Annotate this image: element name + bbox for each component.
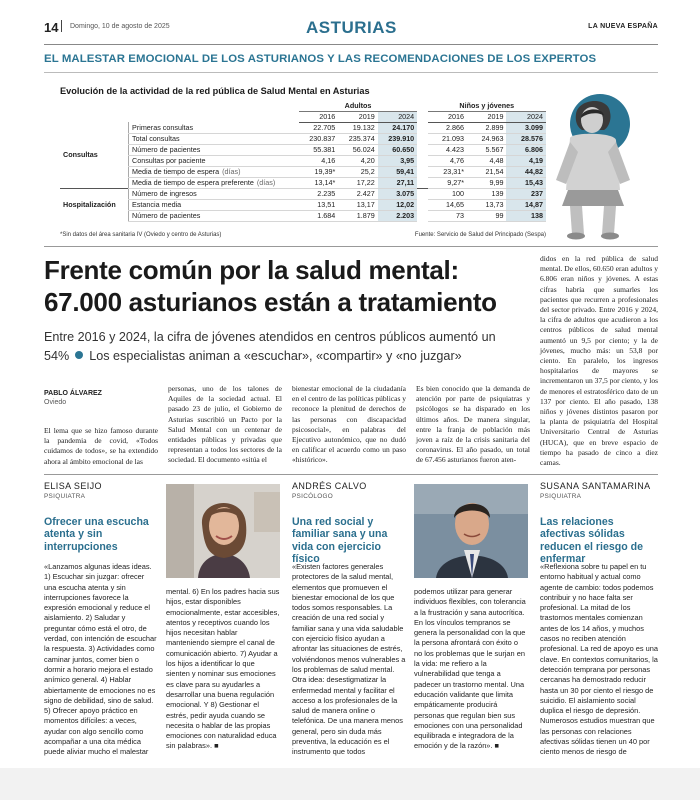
expert-body-continued: podemos utilizar para generar individuos flexibles, con tolerancia a la frustración y sana autocrítica. En los vínculos tempranos se genera la personalidad con la que la persona afrontará con éxito o no los problemas que le surjan en la vida: me refiero a la vulnerabilidad que tenga a padecer un trastorno mental. Una educación validante que limita empáticamente producirá personas que regulan bien sus emociones con una personalidad equilibrada e integradora de la emoción y de la razón». ■: [414, 587, 526, 751]
row-label: [129, 155, 299, 166]
table-rule: [44, 246, 658, 247]
group-youth: Niños y jóvenes: [428, 100, 546, 111]
table-cell: 4,20: [338, 155, 377, 166]
table-cell: 6.806: [506, 144, 546, 155]
table-group-header: [60, 100, 546, 111]
row-label-text: Media de tiempo de espera preferente: [132, 178, 254, 187]
table-cell: 27,11: [378, 177, 417, 188]
expert-body: «Lanzamos algunas ideas ideas. 1) Escuchar sin juzgar: ofrecer una escucha atenta y sin interrupciones favorece la expresión emocional y reduce el aislamiento. 2) Saludar y preguntar cómo está el otro, de verdad, con intención de escuchar la respuesta. 3) Actividades como caminar juntos, comer bien o dormir a horario mejora el estado anímico general. 4) Hablar abiertamente de emociones no es signo de debilidad, sino de salud. 5) Ofrecer apoyo práctico en momentos difíciles: a veces, ayudar con algo sencillo como acompañar a una cita médica puede aliviar mucho el malestar: [44, 562, 157, 757]
table-source: Fuente: Servicio de Salud del Principado (Sespa): [414, 232, 546, 238]
table-cell: 13,17: [338, 199, 377, 210]
table-cell: 237: [506, 188, 546, 199]
table-cell: 3,95: [378, 155, 417, 166]
row-label-text: Primeras consultas: [132, 122, 194, 132]
row-label-text: Número de pacientes: [132, 145, 201, 154]
table-row: [60, 199, 546, 210]
table-cell: 13,73: [467, 199, 506, 210]
table-cell: 2.866: [428, 122, 467, 133]
table-cell: 239.910: [378, 133, 417, 144]
row-unit: (días): [222, 167, 241, 176]
article-author: PABLO ÁLVAREZ: [44, 390, 102, 397]
row-label: [129, 133, 299, 144]
deck-part-1: Entre 2016 y 2024, la cifra de jóvenes atendidos en centros públicos aumentó un 54%: [44, 330, 496, 363]
article-column-4: Es bien conocido que la demanda de atención por parte de psiquiatras y psicólogos se ha disparado en los últimos años. De manera singular, entre la franja de población más joven a raíz de la crisis sanitaria del coronavirus. El año pasado, un total de 67.456 asturianos fueron aten-: [416, 384, 530, 465]
table-cell: 3.075: [378, 188, 417, 199]
row-label-text: Número de pacientes: [132, 211, 201, 220]
table-row: [60, 210, 546, 221]
article-deck: [44, 328, 514, 366]
newspaper-name: LA NUEVA ESPAÑA: [588, 23, 658, 30]
table-cell: 230.837: [299, 133, 338, 144]
table-cell: 99: [467, 210, 506, 221]
table-cell: 12,02: [378, 199, 417, 210]
expert-headline: Las relaciones afectivas sólidas reducen el riesgo de enfermar: [540, 516, 644, 566]
topic-banner: EL MALESTAR EMOCIONAL DE LOS ASTURIANOS Y LAS RECOMENDACIONES DE LOS EXPERTOS: [44, 53, 597, 65]
table-footer: [60, 232, 546, 238]
row-unit: (días): [256, 178, 276, 187]
row-label-text: Total consultas: [132, 134, 180, 143]
expert-headline: Ofrecer una escucha atenta y sin interrupciones: [44, 516, 149, 553]
table-row: [60, 144, 546, 155]
table-cell: 235.374: [338, 133, 377, 144]
table-cell: 19.132: [338, 122, 377, 133]
table-cell: 44,82: [506, 166, 546, 177]
table-cell: 4,16: [299, 155, 338, 166]
page-bottom-margin: [0, 768, 700, 800]
expert-body-continued: mental. 6) En los padres hacia sus hijos, estar disponibles emocionalmente, estar accesibles, atentos y receptivos cuando los hijos necesitan hablar manteniendo siempre el canal de comunicación abierto. 7) Ayudar a los hijos a identificar lo que sienten y nominar sus emociones es clave para su ayudarles a desarrollar una buena regulación emocional. Y 8) Gestionar el estrés, pedir ayuda cuando se necesita o hablar de las propias emociones con naturalidad educa sin palabras». ■: [166, 587, 280, 751]
page-date: Domingo, 10 de agosto de 2025: [70, 23, 170, 30]
table-cell: 19,39*: [299, 166, 338, 177]
table-cell: 1.879: [338, 210, 377, 221]
article-column-3: bienestar emocional de la ciudadanía en el centro de las políticas públicas y reconoce la plenitud de derechos de las personas con discapacidad psicosocial», en palabras del Ejecutivo autonómico, que no dudó en calificar el acuerdo como un paso «histórico».: [292, 384, 406, 465]
table-cell: 9,27*: [428, 177, 467, 188]
row-label-text: Consultas por paciente: [132, 156, 206, 165]
header-rule: [44, 44, 658, 45]
table-cell: 138: [506, 210, 546, 221]
expert-name: ELISA SEIJO: [44, 481, 102, 491]
table-title: Evolución de la actividad de la red pública de Salud Mental en Asturias: [60, 86, 370, 96]
article-side-column: didos en la red pública de salud mental. De ellos, 60.650 eran adultos y 6.806 eran niños y jóvenes. A estas cifras habría que sumarles los pacientes que recurren a profesionales del sector privado. Entre 2016 y 2024, la cifra de adultos que acudieron a los centros públicos de salud mental aumentó un 9,5 por ciento; y la de jóvenes, mucho más: un 53,8 por ciento. En paralelo, los ingresos hospitalarios de mayores se incrementaron un 37,5 por ciento, y los de menores el estratosférico dato de un 137 por ciento. El año pasado, 138 niños y jóvenes distintos pasaron por la planta de psiquiatría del Hospital Universitario Central de Asturias (HUCA), que en breve espacio de tiempo ha pasado de cinco a diez camas.: [540, 254, 658, 468]
table-cell: 55.381: [299, 144, 338, 155]
group-adults: Adultos: [299, 100, 417, 111]
table-cell: 4,48: [467, 155, 506, 166]
row-label-text: Estancia media: [132, 200, 182, 209]
article-place: Oviedo: [44, 399, 67, 406]
table-cell: 13,14*: [299, 177, 338, 188]
deck-part-2: Los especialistas animan a «escuchar», «compartir» y «no juzgar»: [89, 349, 462, 363]
table-cell: 5.567: [467, 144, 506, 155]
table-cell: 24.963: [467, 133, 506, 144]
row-group-label: Hospitalización: [60, 188, 129, 221]
experts-rule: [44, 474, 658, 475]
bullet-dot-icon: [75, 351, 83, 359]
expert-name: ANDRÉS CALVO: [292, 481, 367, 491]
table-cell: 21,54: [467, 166, 506, 177]
table-cell: 14,87: [506, 199, 546, 210]
table-cell: 73: [428, 210, 467, 221]
expert-headline: Una red social y familiar sana y una vida con ejercicio físico: [292, 516, 388, 566]
table-cell: 28.576: [506, 133, 546, 144]
expert-body: «Existen factores generales protectores de la salud mental, elementos que promueven el bienestar emocional de los que todos somos responsables. La creación de una red social y familiar sana y una vida saludable con ejercicio físico ayudan a afrontar las situaciones de estrés, volviéndonos menos vulnerables a los problemas de salud mental. Otra idea: desestigmatizar la enfermedad mental y facilitar el acceso a los profesionales de la salud de manera online o telefónica. De una manera menos general, pero sin duda más preventiva, la educación es el instrumento que todos: [292, 562, 406, 757]
year-header: 2019: [338, 111, 377, 122]
table-cell: 4.423: [428, 144, 467, 155]
year-header: 2019: [467, 111, 506, 122]
figure-illustration: [548, 94, 638, 244]
table-cell: 4,76: [428, 155, 467, 166]
row-group-label: Consultas: [63, 150, 98, 160]
row-label: [129, 177, 299, 188]
expert-body: «Reflexiona sobre tu papel en tu entorno habitual y actual como agente de cambio: todos podemos contribuir y no hace falta ser profesional. La mitad de los trastornos mentales comienzan antes de los 14 años, y muchos casos no reciben atención profesional. La red de apoyo es una clave. En contextos comunitarios, la detección temprana por personas cercanas ha demostrado reducir hasta un 30 por ciento el riesgo de suicidio. El aislamiento social duplica el riesgo de depresión. Numerosos estudios muestran que las personas con relaciones afectivas sólidas tienen un 40 por ciento menos de riesgo de: [540, 562, 658, 757]
header-divider: [61, 20, 62, 32]
row-label: [129, 144, 299, 155]
table-row: [60, 155, 546, 166]
table-cell: 15,43: [506, 177, 546, 188]
table-cell: 139: [467, 188, 506, 199]
table-cell: 59,41: [378, 166, 417, 177]
table-cell: 2.203: [378, 210, 417, 221]
statistics-table-box: [60, 86, 546, 222]
table-footnote: *Sin datos del área sanitaria IV (Oviedo y centro de Asturias): [60, 232, 222, 238]
table-cell: 13,51: [299, 199, 338, 210]
table-cell: 22.705: [299, 122, 338, 133]
article-column-1: El lema que se hizo famoso durante la pandemia de covid, «Todos cuidamos de todos», se ha extendido ahora al ámbito emocional de las: [44, 426, 158, 466]
table-cell: 2.899: [467, 122, 506, 133]
row-label: [129, 188, 299, 199]
row-label: [129, 199, 299, 210]
banner-rule: [44, 72, 658, 73]
row-label: [129, 122, 299, 133]
table-row: [60, 177, 546, 188]
table-cell: 17,22: [338, 177, 377, 188]
year-header: 2016: [428, 111, 467, 122]
page-number: 14: [44, 20, 59, 35]
year-header: 2016: [299, 111, 338, 122]
table-cell: 21.093: [428, 133, 467, 144]
table-cell: 25,2: [338, 166, 377, 177]
table-cell: 9,99: [467, 177, 506, 188]
table-row: [60, 133, 546, 144]
table-cell: 1.684: [299, 210, 338, 221]
table-row: [60, 122, 546, 133]
row-label-text: Media de tiempo de espera: [132, 167, 220, 176]
row-label: [129, 210, 299, 221]
expert-photo: [414, 484, 528, 578]
table-cell: 14,65: [428, 199, 467, 210]
table-cell: 3.099: [506, 122, 546, 133]
expert-role: PSIQUIATRA: [540, 493, 582, 500]
table-cell: 60.650: [378, 144, 417, 155]
section-title: ASTURIAS: [306, 18, 397, 37]
year-header: 2024: [378, 111, 417, 122]
year-header: 2024: [506, 111, 546, 122]
table-row: [60, 166, 546, 177]
table-cell: 56.024: [338, 144, 377, 155]
expert-name: SUSANA SANTAMARINA: [540, 481, 651, 491]
table-cell: 2.427: [338, 188, 377, 199]
expert-role: PSIQUIATRA: [44, 493, 86, 500]
expert-role: PSICÓLOGO: [292, 493, 334, 500]
row-label-text: Número de ingresos: [132, 189, 197, 198]
page-header: [44, 18, 658, 40]
table-cell: 24.170: [378, 122, 417, 133]
table-row: [60, 188, 546, 199]
table-year-header: [60, 111, 546, 122]
article-column-2: personas, uno de los talones de Aquiles de la sociedad actual. El pasado 23 de julio, el Gobierno de Asturias suscribió un Pacto por la Salud Mental con un centenar de entidades públicas y privadas que representan a todos los sectores de la sociedad. El documento «sitúa el: [168, 384, 282, 465]
article-headline: Frente común por la salud mental: 67.000 asturianos están a tratamiento: [44, 255, 497, 317]
table-cell: 4,19: [506, 155, 546, 166]
table-cell: 100: [428, 188, 467, 199]
table-cell: 2.235: [299, 188, 338, 199]
statistics-table: [60, 100, 546, 222]
table-cell: 23,31*: [428, 166, 467, 177]
row-label: [129, 166, 299, 177]
expert-photo: [166, 484, 280, 578]
